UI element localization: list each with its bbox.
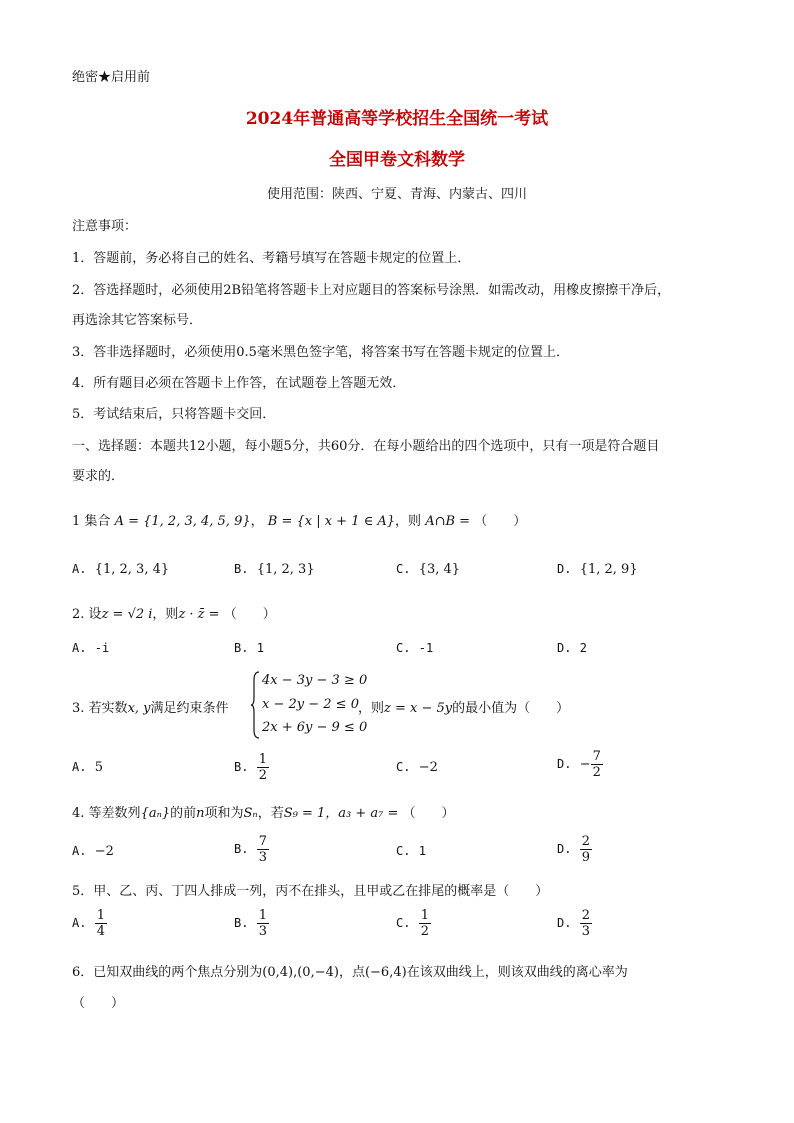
q4-lead: 等差数列 <box>88 806 141 821</box>
q3-constraint-2: x − 2y − 2 ≤ 0 <box>262 697 359 712</box>
q4-option-b[interactable]: B. $\frac{7}{3}$ <box>234 834 267 865</box>
q3-tail: 的最小值为（ ） <box>452 701 570 716</box>
q2-lead: 设 <box>88 607 102 622</box>
q5-option-c[interactable]: C. $\frac{1}{2}$ <box>396 908 429 939</box>
q3-constraint-3: 2x + 6y − 9 ≤ 0 <box>262 720 368 735</box>
q2-ask: ，则 <box>152 607 179 622</box>
q1-option-d[interactable]: D. {1, 2, 9} <box>557 562 638 577</box>
q5-option-a[interactable]: A. $\frac{1}{4}$ <box>72 908 105 939</box>
q1-expr: A∩B = <box>425 514 471 529</box>
q1-ask: ，则 <box>395 514 422 529</box>
question-5: 5．甲、乙、丙、丁四人排成一列，丙不在排头，且甲或乙在排尾的概率是（ ） <box>72 884 549 899</box>
q2-option-d[interactable]: D. 2 <box>557 641 587 655</box>
q1-number: 1 <box>72 514 81 529</box>
note-1: 1．答题前，务必将自己的姓名、考籍号填写在答题卡规定的位置上． <box>72 251 471 266</box>
q2-option-a[interactable]: A. -i <box>72 641 110 655</box>
question-1: 1 集合 A = {1, 2, 3, 4, 5, 9}， B = {x | x + 1 ∈ A}，则 A∩B = （ ） <box>72 514 527 529</box>
q2-expr: z = √2 i <box>101 607 153 622</box>
question-3-lead <box>72 697 229 716</box>
q6-point: (−6,4) <box>364 965 407 980</box>
q4-mid: 的前 <box>170 806 197 821</box>
q1-paren: （ ） <box>474 514 527 529</box>
q3-number: 3. <box>72 701 85 716</box>
q3-vars: x, y <box>127 701 151 716</box>
q1-option-a[interactable]: A. {1, 2, 3, 4} <box>72 562 170 577</box>
note-2a: 2．答选择题时，必须使用2B铅笔将答题卡上对应题目的答案标号涂黑．如需改动，用橡皮擦擦干净后， <box>72 283 671 298</box>
q2-option-c[interactable]: C. -1 <box>396 641 434 655</box>
q3-lead: 若实数 <box>88 701 128 716</box>
q4-option-a[interactable]: A. −2 <box>72 844 114 859</box>
notes-heading: 注意事项： <box>72 219 138 234</box>
q5-option-b[interactable]: B. $\frac{1}{3}$ <box>234 908 267 939</box>
usage-scope: 使用范围：陕西、宁夏、青海、内蒙古、四川 <box>266 187 527 202</box>
q3-constraint-1: 4x − 3y − 3 ≥ 0 <box>262 673 368 688</box>
q3-option-d[interactable]: D. − $\frac{7}{2}$ <box>557 749 601 780</box>
q4-seq: {aₙ} <box>140 806 171 821</box>
q1-option-c[interactable]: C. {3, 4} <box>396 562 461 577</box>
question-2 <box>72 603 276 622</box>
q2-expr2: z · z̄ = <box>178 607 220 622</box>
q4-sn: Sₙ <box>243 806 258 821</box>
q3-option-c[interactable]: C. −2 <box>396 760 438 775</box>
q4-n: n <box>196 806 205 821</box>
section-heading-line2: 要求的． <box>72 469 125 484</box>
question-4 <box>72 802 455 821</box>
q2-paren: （ ） <box>223 607 276 622</box>
q2-number: 2. <box>72 607 85 622</box>
note-3: 3．答非选择题时，必须使用0.5毫米黑色签字笔，将答案书写在答题卡规定的位置上． <box>72 345 569 360</box>
note-2b: 再选涂其它答案标号． <box>72 313 203 328</box>
note-4: 4．所有题目必须在答题卡上作答，在试题卷上答题无效． <box>72 376 406 391</box>
q3-ask: ，则 <box>358 701 385 716</box>
exam-title: 2024年普通高等学校招生全国统一考试 <box>245 109 549 129</box>
q4-s9: S₉ = 1 <box>283 806 326 821</box>
note-5: 5．考试结束后，只将答题卡交回． <box>72 407 276 422</box>
exam-subtitle: 全国甲卷文科数学 <box>329 150 465 170</box>
q3-option-a[interactable]: A. 5 <box>72 760 103 775</box>
q4-expr: ，a₃ + a₇ = <box>325 806 399 821</box>
q3-expr: z = x − 5y <box>384 701 453 716</box>
q2-option-b[interactable]: B. 1 <box>234 641 264 655</box>
q6-mid: ，点 <box>338 965 365 980</box>
q6-tail: 在该双曲线上，则该双曲线的离心率为 <box>406 965 628 980</box>
section-heading-line1: 一、选择题：本题共12小题，每小题5分，共60分．在每小题给出的四个选项中，只有一项是符合题目 <box>72 439 660 454</box>
secret-label: 绝密★启用前 <box>72 70 151 85</box>
q3-brace <box>251 670 261 740</box>
q4-paren: （ ） <box>402 806 455 821</box>
q1-set-a: A = {1, 2, 3, 4, 5, 9} <box>114 514 251 529</box>
q4-option-d[interactable]: D. $\frac{2}{9}$ <box>557 834 590 865</box>
q4-option-c[interactable]: C. 1 <box>396 844 426 858</box>
q4-mid3: ，若 <box>257 806 284 821</box>
q6-lead: 6．已知双曲线的两个焦点分别为 <box>72 965 263 980</box>
question-3-tail <box>358 697 569 716</box>
q1-set-b: B = {x | x + 1 ∈ A} <box>267 514 396 529</box>
q6-paren: （ ） <box>72 996 125 1011</box>
q3-cond: 满足约束条件 <box>150 701 229 716</box>
question-6 <box>72 961 732 980</box>
q5-option-d[interactable]: D. $\frac{2}{3}$ <box>557 908 590 939</box>
q1-option-b[interactable]: B. {1, 2, 3} <box>234 562 315 577</box>
q4-mid2: 项和为 <box>204 806 244 821</box>
q3-option-b[interactable]: B. $\frac{1}{2}$ <box>234 752 267 783</box>
q1-lead: 集合 <box>84 514 111 529</box>
q4-number: 4. <box>72 806 85 821</box>
q6-foci: (0,4),(0,−4) <box>262 965 339 980</box>
